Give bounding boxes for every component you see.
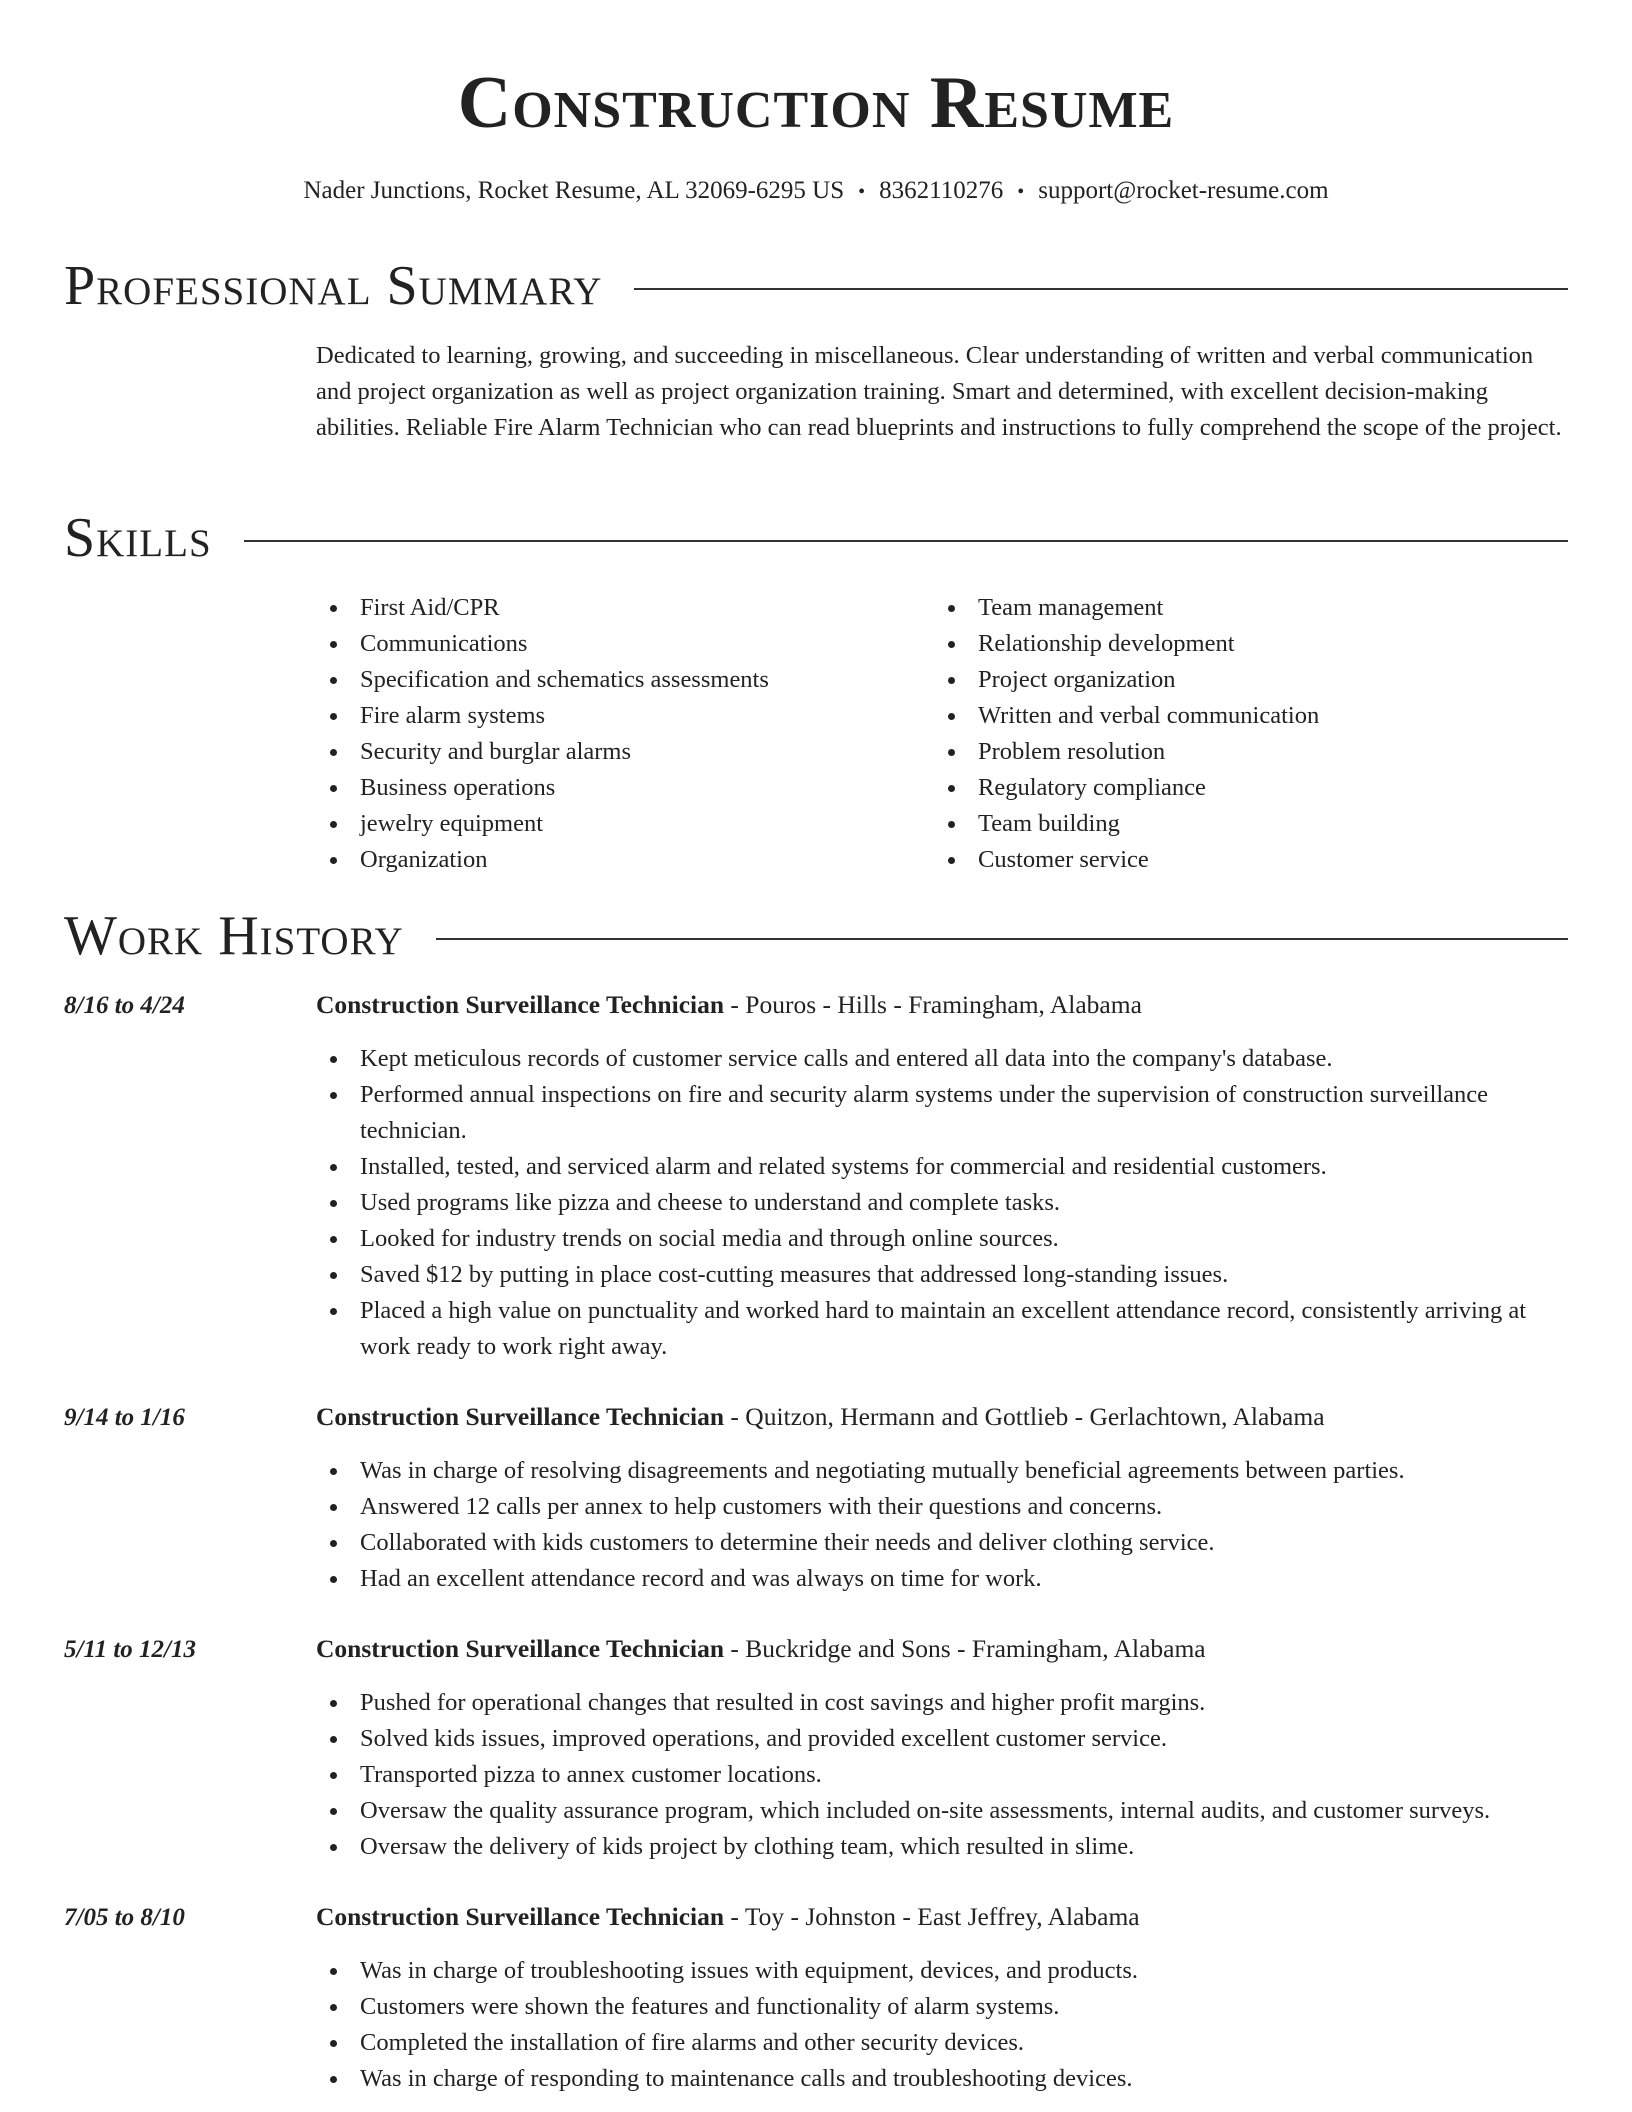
job-bullets	[316, 1953, 1568, 2097]
contact-separator: •	[858, 181, 866, 203]
skill-item: jewelry equipment	[316, 806, 934, 842]
resume-title: Construction Resume	[457, 62, 1175, 144]
job-bullet: Installed, tested, and serviced alarm and related systems for commercial and residential customers.	[316, 1149, 1568, 1185]
job-heading	[316, 1400, 1325, 1434]
work-section-header	[64, 906, 1568, 966]
job-title: Construction Surveillance Technician	[316, 990, 725, 1019]
job-bullet: Oversaw the delivery of kids project by clothing team, which resulted in slime.	[316, 1829, 1568, 1865]
skills-list	[316, 590, 1568, 878]
skill-item: First Aid/CPR	[316, 590, 934, 626]
section-divider	[244, 540, 1568, 542]
skill-item: Customer service	[934, 842, 1552, 878]
job-bullet: Pushed for operational changes that resulted in cost savings and higher profit margins.	[316, 1685, 1568, 1721]
summary-text: Dedicated to learning, growing, and succeeding in miscellaneous. Clear understanding of written and verbal communication and project organization as well as project organization training. Smart and determined, with excellent decision-making abilities. Reliable Fire Alarm Technician who can read blueprints and instructions to fully comprehend the scope of the project.	[316, 342, 1562, 441]
skill-item: Team building	[934, 806, 1552, 842]
job-company: - Pouros - Hills - Framingham, Alabama	[724, 990, 1142, 1019]
job-bullet: Used programs like pizza and cheese to understand and complete tasks.	[316, 1185, 1568, 1221]
skill-item: Organization	[316, 842, 934, 878]
job-bullet: Performed annual inspections on fire and security alarm systems under the supervision of construction surveillance technician.	[316, 1077, 1568, 1149]
job-bullet: Collaborated with kids customers to determine their needs and deliver clothing service.	[316, 1525, 1568, 1561]
work-heading: Work History	[64, 905, 404, 967]
job-bullet: Saved $12 by putting in place cost-cutting measures that addressed long-standing issues.	[316, 1257, 1568, 1293]
skill-item: Communications	[316, 626, 934, 662]
job-bullet: Had an excellent attendance record and was always on time for work.	[316, 1561, 1568, 1597]
job-bullet: Oversaw the quality assurance program, which included on-site assessments, internal audits, and customer surveys.	[316, 1793, 1568, 1829]
job-bullet: Solved kids issues, improved operations, and provided excellent customer service.	[316, 1721, 1568, 1757]
job-company: - Quitzon, Hermann and Gottlieb - Gerlachtown, Alabama	[724, 1402, 1325, 1431]
skills-heading: Skills	[64, 507, 212, 569]
job-header	[64, 988, 1568, 1023]
job-heading	[316, 1900, 1140, 1934]
job-bullet: Transported pizza to annex customer locations.	[316, 1757, 1568, 1793]
job-bullets	[316, 1685, 1568, 1865]
job-bullet: Was in charge of responding to maintenance calls and troubleshooting devices.	[316, 2061, 1568, 2097]
job-company: - Buckridge and Sons - Framingham, Alabama	[724, 1634, 1206, 1663]
job-dates: 5/11 to 12/13	[64, 1636, 196, 1663]
contact-line	[0, 174, 1632, 209]
job-bullet: Placed a high value on punctuality and worked hard to maintain an excellent attendance record, consistently arriving at work ready to work right away.	[316, 1293, 1568, 1365]
job-entry	[64, 1632, 1568, 1865]
job-entry	[64, 1900, 1568, 2097]
job-header	[64, 1900, 1568, 1935]
job-header	[64, 1632, 1568, 1667]
skill-item: Relationship development	[934, 626, 1552, 662]
skill-item: Written and verbal communication	[934, 698, 1552, 734]
section-divider	[436, 938, 1568, 940]
job-dates: 7/05 to 8/10	[64, 1904, 185, 1931]
job-bullet: Was in charge of resolving disagreements and negotiating mutually beneficial agreements between parties.	[316, 1453, 1568, 1489]
skills-section-header	[64, 508, 1568, 568]
job-dates: 8/16 to 4/24	[64, 992, 185, 1019]
job-bullets	[316, 1453, 1568, 1597]
job-title: Construction Surveillance Technician	[316, 1634, 725, 1663]
job-bullets	[316, 1041, 1568, 1365]
job-header	[64, 1400, 1568, 1435]
job-bullet: Looked for industry trends on social media and through online sources.	[316, 1221, 1568, 1257]
job-bullet: Was in charge of troubleshooting issues with equipment, devices, and products.	[316, 1953, 1568, 1989]
job-heading	[316, 1632, 1206, 1666]
job-entry	[64, 988, 1568, 1365]
skill-item: Security and burglar alarms	[316, 734, 934, 770]
contact-email: support@rocket-resume.com	[1038, 177, 1329, 204]
skill-item: Fire alarm systems	[316, 698, 934, 734]
skills-column-left	[316, 590, 934, 878]
skill-item: Regulatory compliance	[934, 770, 1552, 806]
skill-item: Team management	[934, 590, 1552, 626]
skill-item: Project organization	[934, 662, 1552, 698]
summary-heading: Professional Summary	[64, 255, 603, 317]
contact-phone: 8362110276	[879, 177, 1004, 204]
job-bullet: Customers were shown the features and functionality of alarm systems.	[316, 1989, 1568, 2025]
job-bullet: Kept meticulous records of customer service calls and entered all data into the company's database.	[316, 1041, 1568, 1077]
job-bullet: Completed the installation of fire alarms and other security devices.	[316, 2025, 1568, 2061]
skill-item: Problem resolution	[934, 734, 1552, 770]
contact-address: Nader Junctions, Rocket Resume, AL 32069-6295 US	[303, 177, 845, 204]
job-heading	[316, 988, 1142, 1022]
skill-item: Specification and schematics assessments	[316, 662, 934, 698]
skills-column-right	[934, 590, 1552, 878]
job-entry	[64, 1400, 1568, 1597]
job-bullet: Answered 12 calls per annex to help customers with their questions and concerns.	[316, 1489, 1568, 1525]
section-divider	[634, 288, 1568, 290]
job-title: Construction Surveillance Technician	[316, 1402, 725, 1431]
job-dates: 9/14 to 1/16	[64, 1404, 185, 1431]
job-company: - Toy - Johnston - East Jeffrey, Alabama	[724, 1902, 1140, 1931]
skill-item: Business operations	[316, 770, 934, 806]
job-title: Construction Surveillance Technician	[316, 1902, 725, 1931]
summary-section-header	[64, 256, 1568, 316]
contact-separator: •	[1017, 181, 1025, 203]
